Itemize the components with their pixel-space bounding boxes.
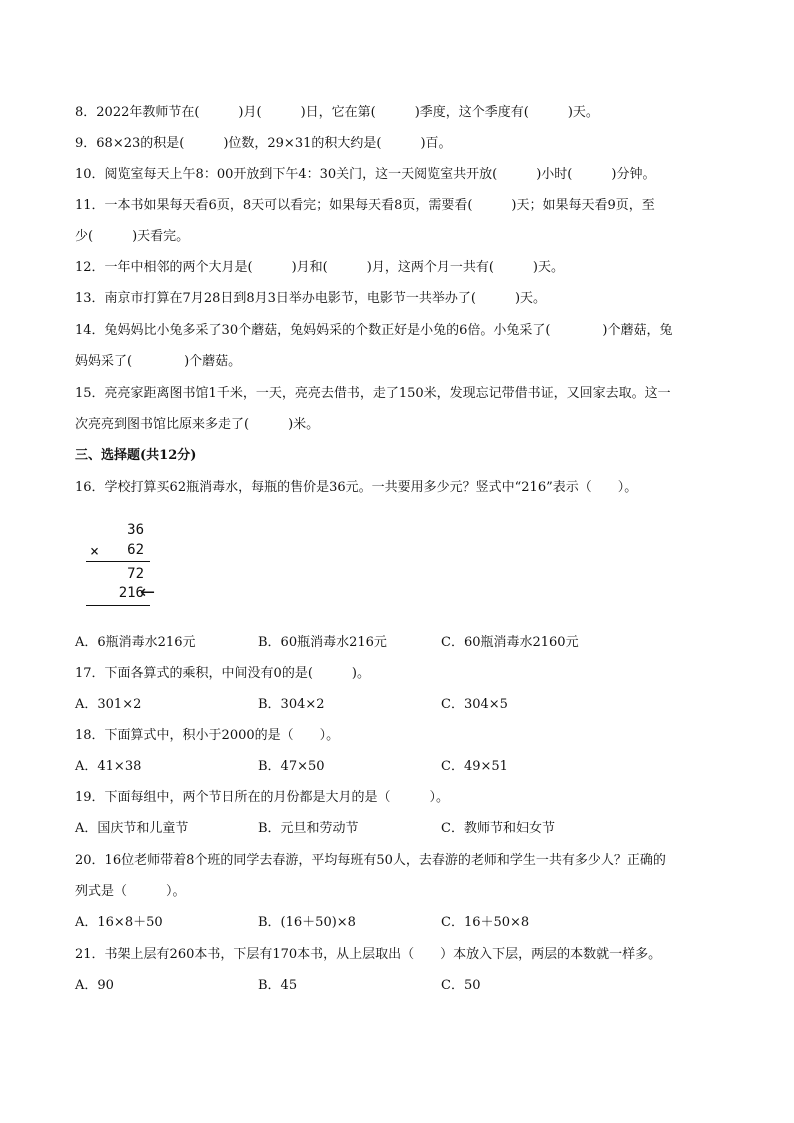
calc-partial-1: 72 <box>127 566 144 582</box>
q17-option-c[interactable]: C．304×5 <box>441 697 508 712</box>
question-16-stem: 16．学校打算买62瓶消毒水，每瓶的售价是36元。一共要用多少元？竖式中“216”表示（ ）。 <box>75 480 638 495</box>
q16-option-a[interactable]: A．6瓶消毒水216元 <box>75 635 196 650</box>
q20-option-c[interactable]: C．16＋50×8 <box>441 915 530 930</box>
times-sign: × <box>90 542 100 560</box>
q19-option-b[interactable]: B．元旦和劳动节 <box>258 821 359 836</box>
question-17-stem: 17．下面各算式的乘积，中间没有0的是( )。 <box>75 666 370 681</box>
question-15-line1: 15．亮亮家距离图书馆1千米，一天，亮亮去借书，走了150米，发现忘记带借书证，又回家去取。这一 <box>75 386 671 401</box>
q20-option-a[interactable]: A．16×8＋50 <box>75 915 163 930</box>
question-14-line2: 妈妈采了( )个蘑菇。 <box>75 354 242 369</box>
q18-option-c[interactable]: C．49×51 <box>441 759 508 774</box>
q21-option-c[interactable]: C．50 <box>441 978 481 993</box>
q19-option-a[interactable]: A．国庆节和儿童节 <box>75 821 189 836</box>
q19-option-c[interactable]: C．教师节和妇女节 <box>441 821 555 836</box>
section-3-title: 三、选择题(共12分) <box>75 448 197 463</box>
question-11-line1: 11．一本书如果每天看6页，8天可以看完；如果每天看8页，需要看( )天；如果每天看9页，至 <box>75 198 655 213</box>
q18-option-b[interactable]: B．47×50 <box>258 759 325 774</box>
question-8: 8．2022年教师节在( )月( )日，它在第( )季度，这个季度有( )天。 <box>75 105 599 120</box>
calc-rule-2 <box>86 605 150 606</box>
q21-option-a[interactable]: A．90 <box>75 978 114 993</box>
question-21-stem: 21．书架上层有260本书，下层有170本书，从上层取出（ ）本放入下层，两层的本数就一样多。 <box>75 947 662 962</box>
question-14-line1: 14．兔妈妈比小兔多采了30个蘑菇，兔妈妈采的个数正好是小兔的6倍。小兔采了( )个蘑菇，兔 <box>75 323 673 338</box>
q16-option-c[interactable]: C．60瓶消毒水2160元 <box>441 635 579 650</box>
vertical-multiplication <box>82 518 182 610</box>
question-19-stem: 19．下面每组中，两个节日所在的月份都是大月的是（ ）。 <box>75 790 450 805</box>
question-20-stem-line2: 列式是（ ）。 <box>75 884 186 899</box>
calc-multiplier: 62 <box>127 542 144 558</box>
question-15-line2: 次亮亮到图书馆比原来多走了( )米。 <box>75 417 320 432</box>
question-9: 9．68×23的积是( )位数，29×31的积大约是( )百。 <box>75 136 452 151</box>
arrow-left-icon: ← <box>140 582 156 603</box>
question-20-stem-line1: 20．16位老师带着8个班的同学去春游，平均每班有50人，去春游的老师和学生一共有多少人？正确的 <box>75 853 666 868</box>
question-10: 10．阅览室每天上午8：00开放到下午4：30关门，这一天阅览室共开放( )小时( )分钟。 <box>75 167 656 182</box>
question-18-stem: 18．下面算式中，积小于2000的是（ ）。 <box>75 728 340 743</box>
question-11-line2: 少( )天看完。 <box>75 229 190 244</box>
calc-partial-2: 216 <box>118 585 144 601</box>
calc-rule-1 <box>86 561 150 562</box>
q18-option-a[interactable]: A．41×38 <box>75 759 142 774</box>
question-13: 13．南京市打算在7月28日到8月3日举办电影节，电影节一共举办了( )天。 <box>75 291 547 306</box>
q16-option-b[interactable]: B．60瓶消毒水216元 <box>258 635 387 650</box>
q20-option-b[interactable]: B．(16＋50)×8 <box>258 915 356 930</box>
q21-option-b[interactable]: B．45 <box>258 978 298 993</box>
calc-multiplicand: 36 <box>127 522 144 538</box>
question-12: 12．一年中相邻的两个大月是( )月和( )月，这两个月一共有( )天。 <box>75 260 564 275</box>
q17-option-a[interactable]: A．301×2 <box>75 697 142 712</box>
q17-option-b[interactable]: B．304×2 <box>258 697 325 712</box>
